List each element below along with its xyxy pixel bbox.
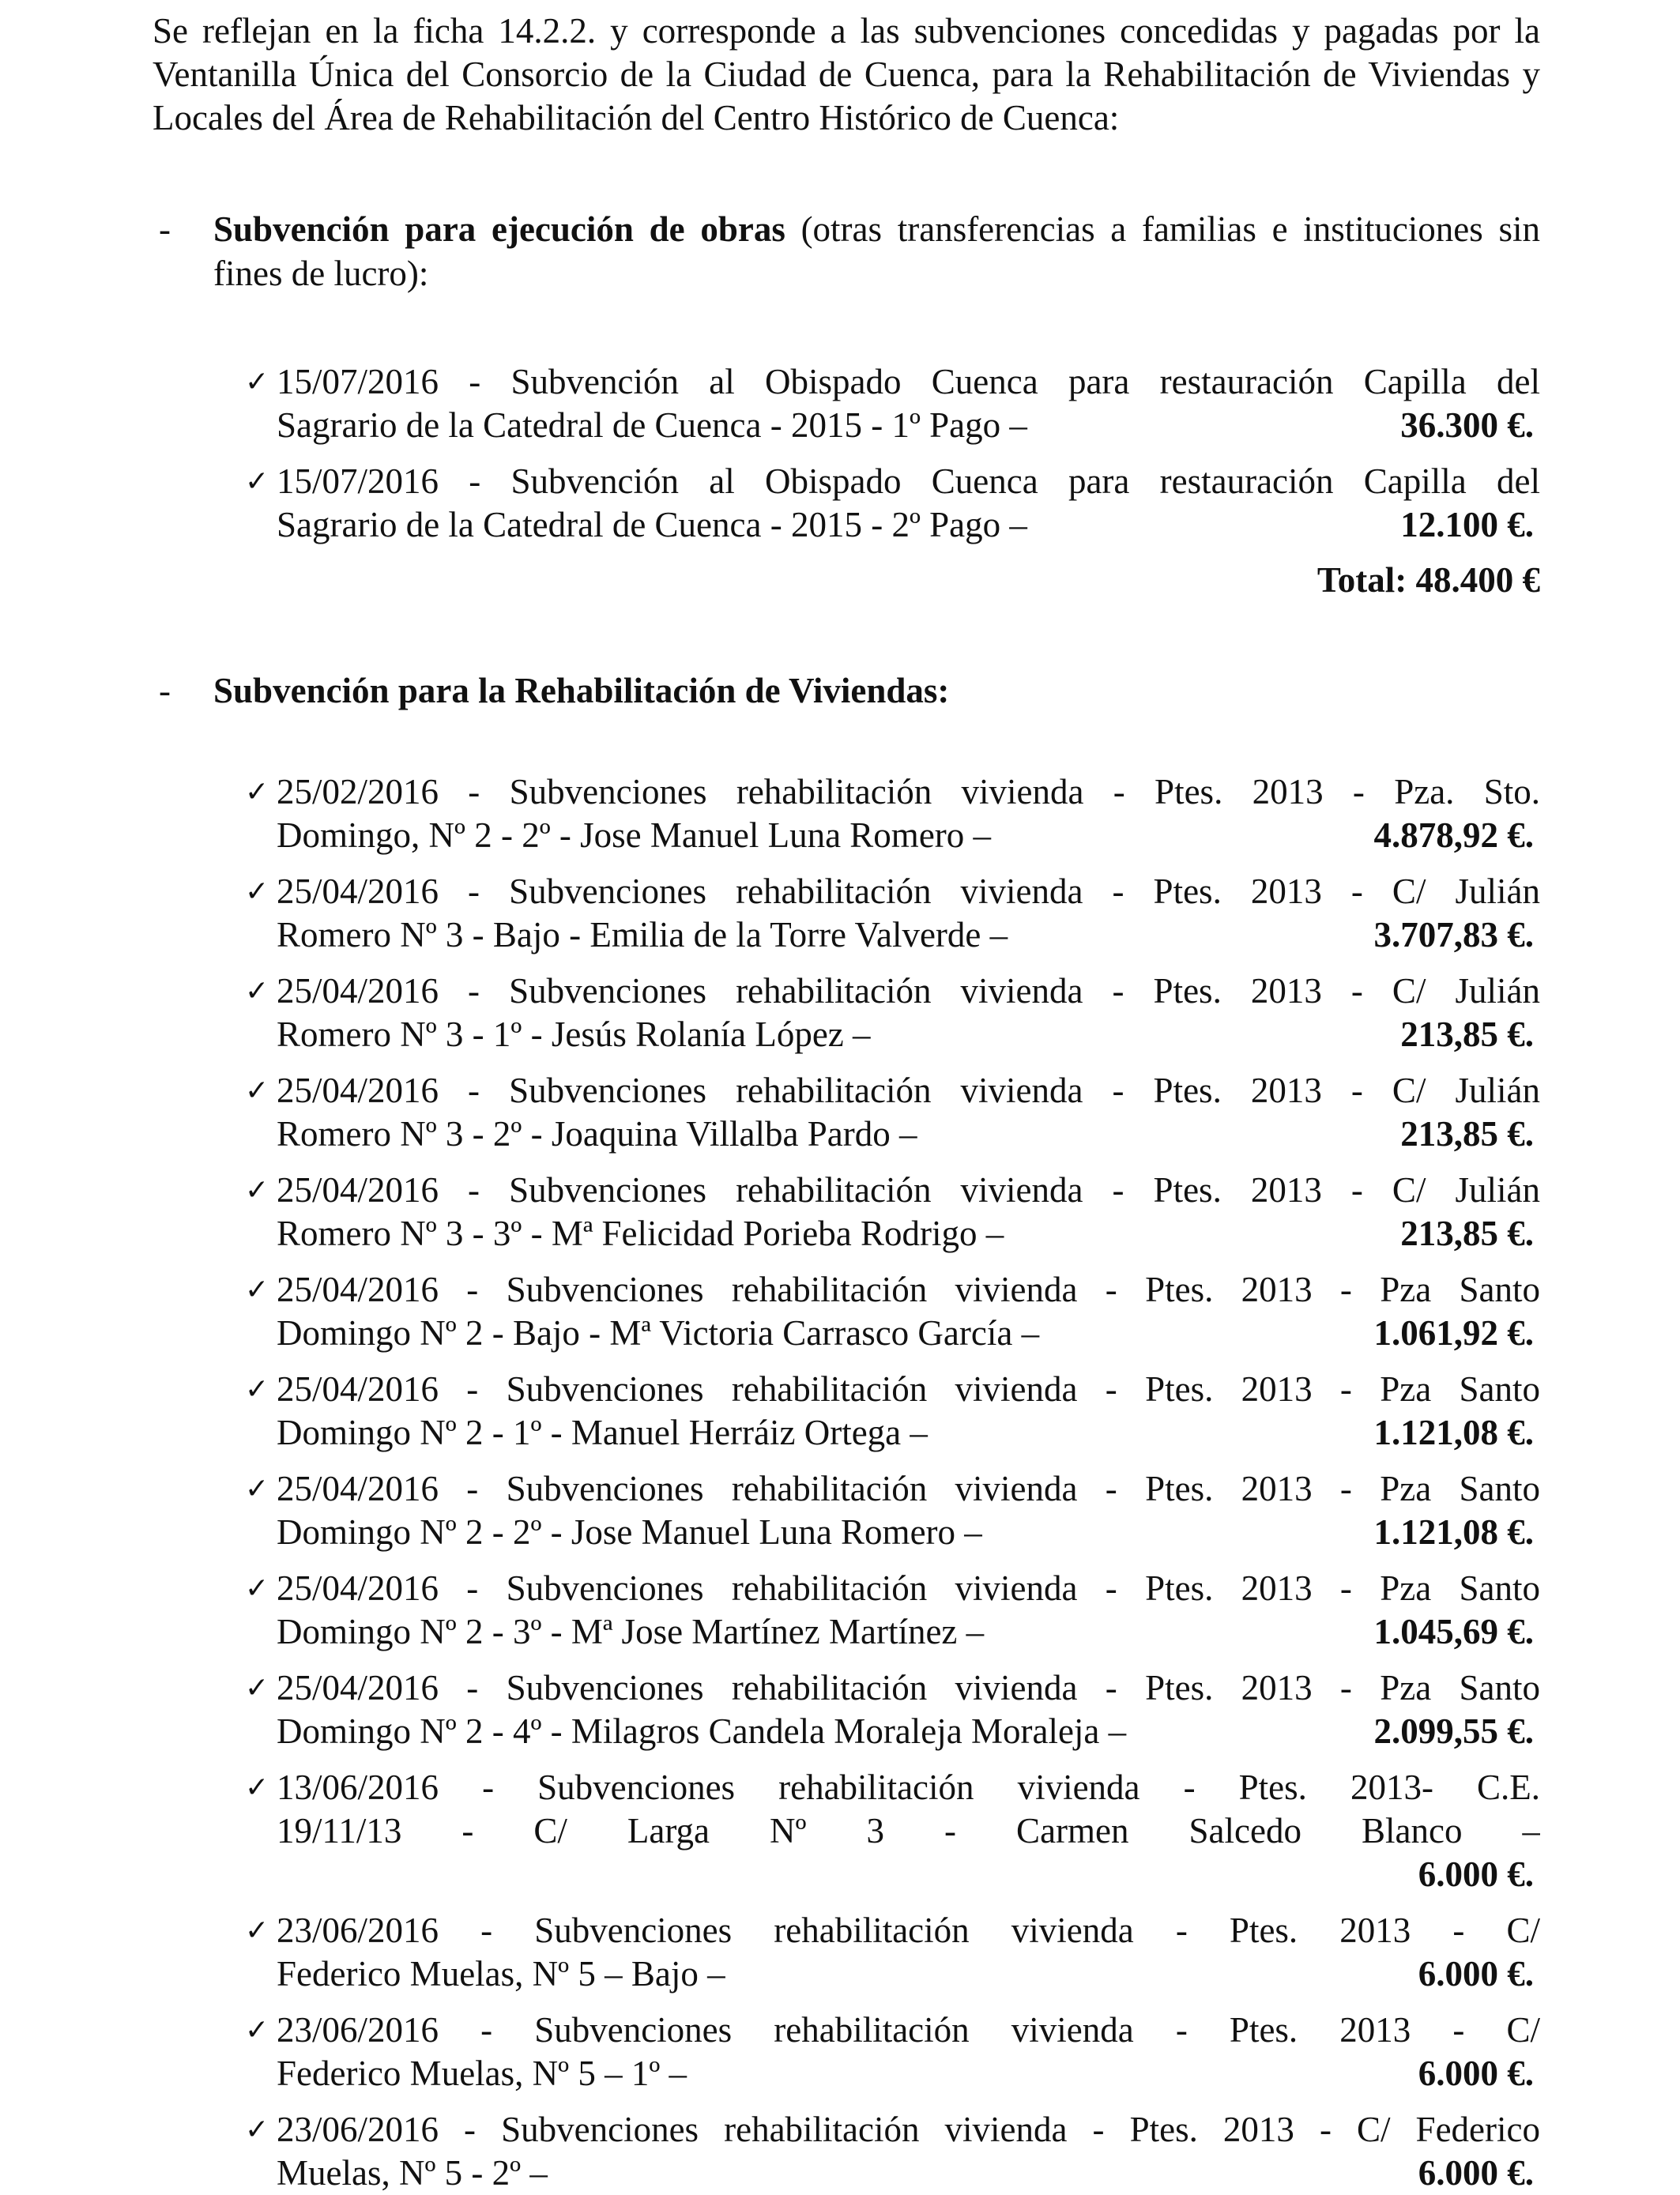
checkmark-icon: ✓ xyxy=(245,1174,269,1207)
item-description: Sagrario de la Catedral de Cuenca - 2015 - 1º Pago – xyxy=(277,405,1027,445)
checkmark-icon: ✓ xyxy=(245,1075,269,1107)
item-line-1: 25/04/2016 - Subvenciones rehabilitación vivienda - Ptes. 2013 - Pza Santo xyxy=(277,1369,1540,1409)
list-item xyxy=(245,969,1540,1056)
checkmark-icon: ✓ xyxy=(245,776,269,808)
item-amount: 4.878,92 €. xyxy=(1373,815,1534,855)
item-line-2 xyxy=(277,2152,1540,2195)
item-amount: 12.100 €. xyxy=(1400,505,1534,544)
list-item xyxy=(245,1909,1540,1996)
item-amount: 6.000 €. xyxy=(1418,2054,1534,2093)
item-description: Domingo Nº 2 - 1º - Manuel Herráiz Ortega – xyxy=(277,1413,928,1452)
list-item xyxy=(245,1467,1540,1554)
checkmark-icon: ✓ xyxy=(245,975,269,1007)
item-description: Romero Nº 3 - Bajo - Emilia de la Torre Valverde – xyxy=(277,915,1008,954)
item-amount: 1.061,92 €. xyxy=(1373,1313,1534,1353)
item-line-1: 15/07/2016 - Subvención al Obispado Cuenca para restauración Capilla del xyxy=(277,461,1540,501)
list-item xyxy=(245,870,1540,957)
item-amount: 3.707,83 €. xyxy=(1373,915,1534,954)
item-line-2 xyxy=(277,1013,1540,1056)
item-amount: 213,85 €. xyxy=(1400,1114,1534,1154)
item-line-2 xyxy=(277,503,1540,547)
item-amount: 36.300 €. xyxy=(1400,405,1534,445)
item-description: Romero Nº 3 - 1º - Jesús Rolanía López – xyxy=(277,1015,871,1054)
item-line-2 xyxy=(277,404,1540,447)
checkmark-icon: ✓ xyxy=(245,1373,269,1406)
list-item xyxy=(245,1666,1540,1753)
section1-heading-text xyxy=(213,207,1540,296)
item-line-2 xyxy=(277,814,1540,857)
item-description: Domingo Nº 2 - 4º - Milagros Candela Moraleja Moraleja – xyxy=(277,1711,1127,1751)
item-line-2 xyxy=(277,1113,1540,1156)
item-line-2 xyxy=(277,1212,1540,1256)
item-amount: 1.045,69 €. xyxy=(1373,1612,1534,1651)
checkmark-icon: ✓ xyxy=(245,465,269,498)
list-item xyxy=(245,2108,1540,2195)
item-amount: 1.121,08 €. xyxy=(1373,1413,1534,1452)
item-line-1: 25/04/2016 - Subvenciones rehabilitación vivienda - Ptes. 2013 - C/ Julián xyxy=(277,872,1540,911)
item-amount: 1.121,08 €. xyxy=(1373,1512,1534,1552)
item-line-1: 25/04/2016 - Subvenciones rehabilitación vivienda - Ptes. 2013 - Pza Santo xyxy=(277,1469,1540,1508)
item-description: Federico Muelas, Nº 5 – Bajo – xyxy=(277,1954,725,1994)
item-description: Domingo Nº 2 - Bajo - Mª Victoria Carrasco García – xyxy=(277,1313,1040,1353)
list-item xyxy=(245,2009,1540,2095)
checkmark-icon: ✓ xyxy=(245,875,269,908)
section1-heading-bold: Subvención para ejecución de obras xyxy=(213,209,785,249)
section2-heading-text xyxy=(213,668,1540,713)
item-line-1: 25/04/2016 - Subvenciones rehabilitación vivienda - Ptes. 2013 - Pza Santo xyxy=(277,1568,1540,1608)
list-item xyxy=(245,1368,1540,1455)
item-line-1: 23/06/2016 - Subvenciones rehabilitación vivienda - Ptes. 2013 - C/ Federico xyxy=(277,2110,1540,2149)
list-item xyxy=(245,460,1540,547)
item-description: Domingo, Nº 2 - 2º - Jose Manuel Luna Romero – xyxy=(277,815,992,855)
item-amount: 6.000 €. xyxy=(1418,1854,1534,1894)
list-item xyxy=(245,1766,1540,1896)
item-line-1: 25/04/2016 - Subvenciones rehabilitación vivienda - Ptes. 2013 - Pza Santo xyxy=(277,1270,1540,1309)
item-amount: 6.000 €. xyxy=(1418,2153,1534,2193)
item-line-2 xyxy=(277,913,1540,957)
item-amount: 6.000 €. xyxy=(1418,1954,1534,1994)
section1-dash: - xyxy=(159,209,171,249)
item-description: Federico Muelas, Nº 5 – 1º – xyxy=(277,2054,687,2093)
checkmark-icon: ✓ xyxy=(245,2114,269,2146)
section2-dash: - xyxy=(159,671,171,710)
item-description: Sagrario de la Catedral de Cuenca - 2015 - 2º Pago – xyxy=(277,505,1027,544)
item-line-2 xyxy=(277,1411,1540,1455)
item-line-2 xyxy=(277,1610,1540,1654)
list-item xyxy=(245,1069,1540,1156)
section1-total: Total: 48.400 € xyxy=(1317,560,1540,600)
checkmark-icon: ✓ xyxy=(245,1274,269,1306)
list-item xyxy=(245,770,1540,857)
item-line-1: 23/06/2016 - Subvenciones rehabilitación vivienda - Ptes. 2013 - C/ xyxy=(277,1911,1540,1950)
item-line-2 xyxy=(277,1952,1540,1996)
checkmark-icon: ✓ xyxy=(245,366,269,398)
item-line-1: 25/02/2016 - Subvenciones rehabilitación vivienda - Ptes. 2013 - Pza. Sto. xyxy=(277,772,1540,811)
item-line-1: 15/07/2016 - Subvención al Obispado Cuenca para restauración Capilla del xyxy=(277,362,1540,401)
item-description: Domingo Nº 2 - 3º - Mª Jose Martínez Martínez – xyxy=(277,1612,985,1651)
item-line-1: 25/04/2016 - Subvenciones rehabilitación vivienda - Ptes. 2013 - C/ Julián xyxy=(277,1170,1540,1210)
item-description: Muelas, Nº 5 - 2º – xyxy=(277,2153,548,2193)
item-line-1: 25/04/2016 - Subvenciones rehabilitación vivienda - Ptes. 2013 - Pza Santo xyxy=(277,1668,1540,1707)
section1-heading-rest: (otras transferencias a familias e instituciones sin fines de lucro): xyxy=(213,209,1540,293)
item-description: Domingo Nº 2 - 2º - Jose Manuel Luna Romero – xyxy=(277,1512,982,1552)
item-line-2: 19/11/13 - C/ Larga Nº 3 - Carmen Salcedo Blanco – xyxy=(277,1811,1540,1851)
checkmark-icon: ✓ xyxy=(245,1915,269,1947)
checkmark-icon: ✓ xyxy=(245,1672,269,1704)
checkmark-icon: ✓ xyxy=(245,1572,269,1605)
item-line-2 xyxy=(277,1312,1540,1355)
item-line-2 xyxy=(277,1710,1540,1753)
item-line-2 xyxy=(277,2052,1540,2095)
section2-heading xyxy=(153,668,1540,713)
checkmark-icon: ✓ xyxy=(245,2014,269,2046)
list-item xyxy=(245,360,1540,447)
item-description: Romero Nº 3 - 2º - Joaquina Villalba Pardo – xyxy=(277,1114,917,1154)
checkmark-icon: ✓ xyxy=(245,1771,269,1804)
section2-heading-bold: Subvención para la Rehabilitación de Viviendas: xyxy=(213,671,950,710)
checkmark-icon: ✓ xyxy=(245,1473,269,1505)
item-description: Romero Nº 3 - 3º - Mª Felicidad Porieba Rodrigo – xyxy=(277,1214,1004,1253)
item-line-2 xyxy=(277,1511,1540,1554)
list-item xyxy=(245,1268,1540,1355)
list-item xyxy=(245,1169,1540,1256)
item-amount: 213,85 €. xyxy=(1400,1015,1534,1054)
item-line-1: 25/04/2016 - Subvenciones rehabilitación vivienda - Ptes. 2013 - C/ Julián xyxy=(277,971,1540,1011)
section1-heading xyxy=(153,207,1540,296)
item-line-1: 25/04/2016 - Subvenciones rehabilitación vivienda - Ptes. 2013 - C/ Julián xyxy=(277,1071,1540,1110)
item-line-1: 13/06/2016 - Subvenciones rehabilitación vivienda - Ptes. 2013- C.E. xyxy=(277,1768,1540,1807)
item-amount: 2.099,55 €. xyxy=(1373,1711,1534,1751)
intro-paragraph: Se reflejan en la ficha 14.2.2. y corresponde a las subvenciones concedidas y pagadas por la Ventanilla Única del Consorcio de la Ciudad de Cuenca, para la Rehabilitación de Viviendas y Locales del Área de Rehabilitación del Centro Histórico de Cuenca: xyxy=(153,11,1540,137)
item-line-1: 23/06/2016 - Subvenciones rehabilitación vivienda - Ptes. 2013 - C/ xyxy=(277,2010,1540,2050)
item-amount: 213,85 €. xyxy=(1400,1214,1534,1253)
list-item xyxy=(245,1567,1540,1654)
